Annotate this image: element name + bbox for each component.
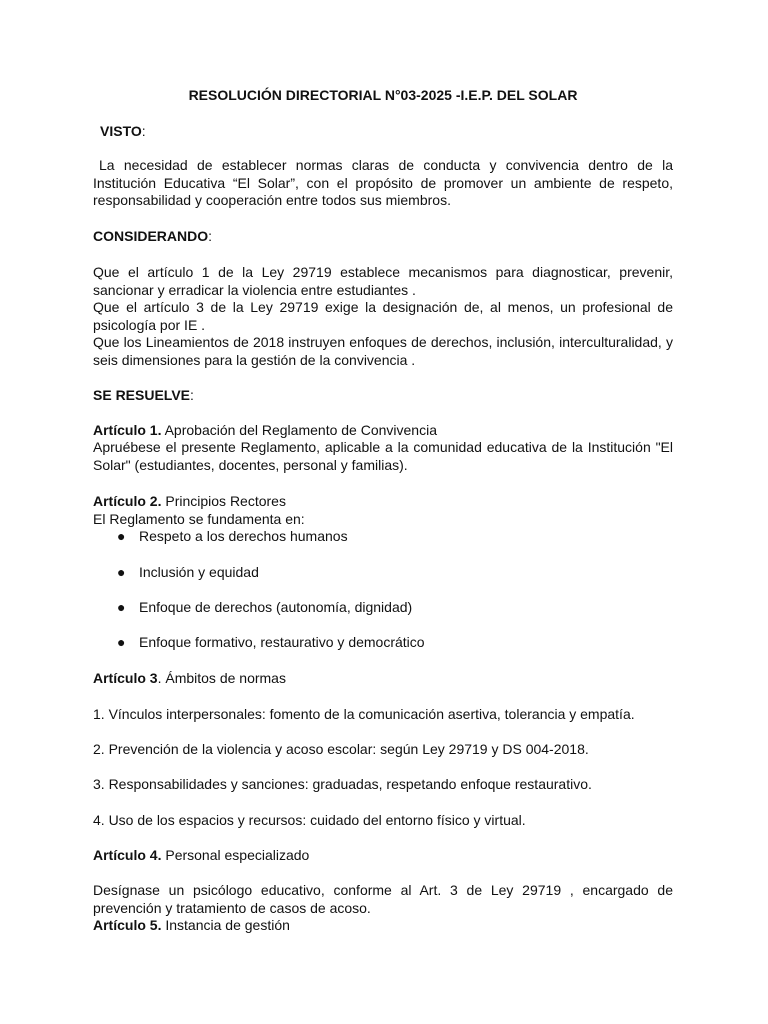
bullet-icon: ● — [117, 564, 126, 580]
articulo-1-heading — [93, 422, 673, 440]
articulo-3-item: 2. Prevención de la violencia y acoso escolar: según Ley 29719 y DS 004‑2018. — [93, 741, 589, 757]
considerando-item: Que el artículo 1 de la Ley 29719 establece mecanismos para diagnosticar, prevenir, sancionar y erradicar la violencia entre estudiantes . — [93, 264, 673, 298]
articulo-2-intro: El Reglamento se fundamenta en: — [93, 511, 305, 527]
articulo-3-item: 1. Vínculos interpersonales: fomento de la comunicación asertiva, tolerancia y empatía. — [93, 706, 635, 722]
considerando-label: CONSIDERANDO — [93, 228, 209, 244]
considerando-item: Que el artículo 3 de la Ley 29719 exige la designación de, al menos, un profesional de psicología por IE . — [93, 299, 673, 333]
visto-colon: : — [141, 123, 146, 139]
se-resuelve-label: SE RESUELVE — [93, 387, 190, 403]
bullet-text: Enfoque de derechos (autonomía, dignidad) — [139, 599, 413, 615]
bullet-text: Respeto a los derechos humanos — [139, 528, 348, 544]
document-title: RESOLUCIÓN DIRECTORIAL N°03-2025 -I.E.P. DEL SOLAR — [188, 87, 578, 103]
articulo-5-heading — [93, 917, 673, 935]
articulo-4-heading — [93, 847, 673, 865]
articulo-3-heading — [93, 670, 673, 688]
considerando-list — [93, 264, 673, 369]
bullet-icon: ● — [117, 599, 126, 615]
articulo-4-label: Artículo 4. — [93, 847, 162, 863]
articulo-5-title: Instancia de gestión — [161, 917, 290, 933]
list-item — [117, 634, 425, 650]
articulo-3-item: 4. Uso de los espacios y recursos: cuidado del entorno físico y virtual. — [93, 812, 526, 828]
bullet-icon: ● — [117, 634, 126, 650]
list-item — [117, 564, 259, 580]
list-item — [117, 599, 412, 615]
considerando-colon: : — [208, 228, 213, 244]
bullet-text: Enfoque formativo, restaurativo y democrático — [139, 634, 425, 650]
articulo-5-label: Artículo 5. — [93, 917, 162, 933]
visto-paragraph: La necesidad de establecer normas claras de conducta y convivencia dentro de la Institución Educativa “El Solar”, con el propósito de promover un ambiente de respeto, responsabilidad y cooperación entre todos sus miembros. — [93, 157, 673, 208]
se-resuelve-colon: : — [190, 387, 194, 403]
considerando-item: Que los Lineamientos de 2018 instruyen enfoques de derechos, inclusión, interculturalidad, y seis dimensiones para la gestión de la convivencia . — [93, 334, 673, 368]
bullet-icon: ● — [117, 528, 126, 544]
articulo-4-title: Personal especializado — [161, 847, 310, 863]
articulo-2-label: Artículo 2. — [93, 493, 162, 509]
se-resuelve-heading — [93, 387, 673, 405]
visto-label: VISTO — [100, 123, 142, 139]
visto-heading — [100, 123, 680, 141]
articulo-1-paragraph: Apruébese el presente Reglamento, aplicable a la comunidad educativa de la Institución "El Solar" (estudiantes, docentes, personal y familias). — [93, 439, 673, 473]
articulo-2-heading — [93, 493, 673, 511]
articulo-2-title: Principios Rectores — [161, 493, 286, 509]
articulo-1-label: Artículo 1. — [93, 422, 162, 438]
articulo-3-label: Artículo 3 — [93, 670, 158, 686]
bullet-text: Inclusión y equidad — [139, 564, 259, 580]
articulo-3-title: . Ámbitos de normas — [157, 670, 286, 686]
articulo-3-item: 3. Responsabilidades y sanciones: graduadas, respetando enfoque restaurativo. — [93, 776, 592, 792]
articulo-4-paragraph: Desígnase un psicólogo educativo, conforme al Art. 3 de Ley 29719 , encargado de prevención y tratamiento de casos de acoso. — [93, 882, 673, 916]
articulo-1-title: Aprobación del Reglamento de Convivencia — [161, 422, 437, 438]
considerando-heading — [93, 228, 673, 246]
list-item — [117, 528, 348, 544]
